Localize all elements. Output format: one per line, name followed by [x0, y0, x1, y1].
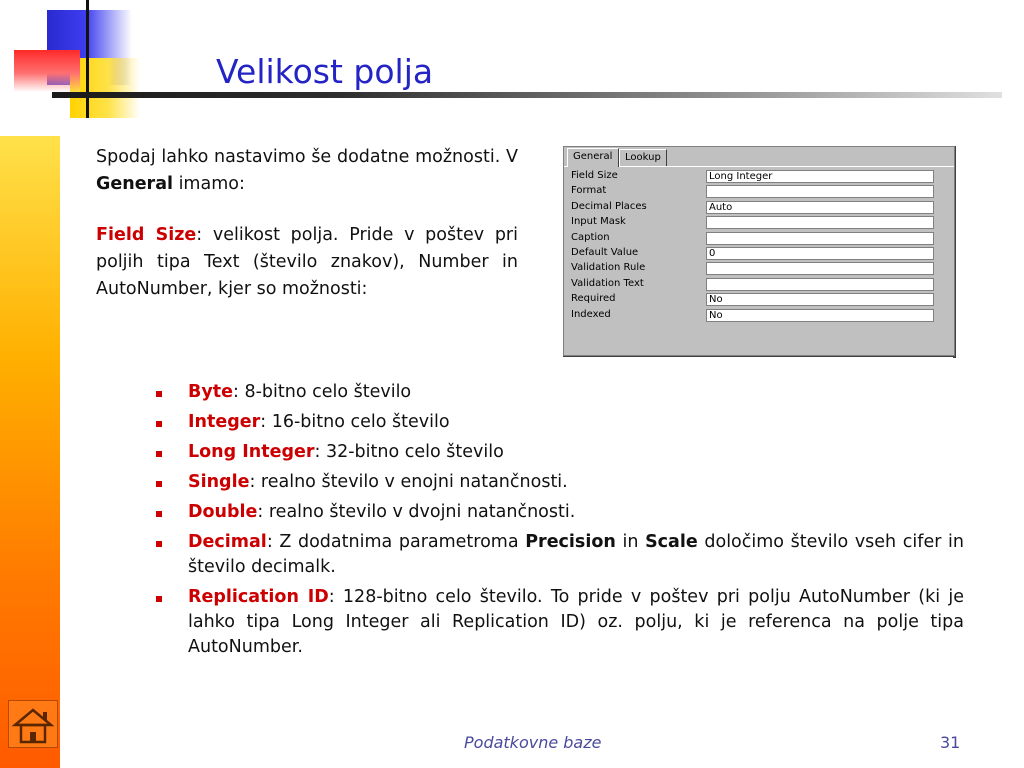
page-number: 31 — [940, 733, 961, 752]
format-field[interactable] — [706, 185, 934, 198]
tab-divider — [564, 166, 954, 167]
bullet-text: : 32-bitno celo število — [314, 442, 504, 462]
list-item — [156, 530, 964, 580]
bullet-text: : realno število v enojni natančnosti. — [249, 472, 568, 492]
bullet-bold-scale: Scale — [645, 532, 698, 552]
home-icon — [9, 701, 57, 747]
slide-title: Velikost polja — [216, 52, 434, 91]
home-button[interactable] — [8, 700, 58, 748]
bullet-text: : 16-bitno celo število — [260, 412, 450, 432]
intro-paragraph-1 — [96, 144, 518, 198]
intro-p2-term: Field Size — [96, 225, 197, 245]
side-gradient-bar — [0, 136, 60, 768]
property-row-decimal-places — [570, 200, 954, 215]
bullet-text: : realno število v dvojni natančnosti. — [257, 502, 576, 522]
property-label: Indexed — [571, 308, 611, 320]
bullet-term: Single — [188, 472, 250, 492]
list-item — [156, 585, 964, 660]
bullet-text: : 8-bitno celo število — [232, 382, 412, 402]
property-row-indexed — [570, 308, 954, 323]
list-item — [156, 500, 964, 525]
intro-p1-text: Spodaj lahko nastavimo še dodatne možnosti. V — [96, 147, 518, 167]
indexed-field[interactable]: No — [706, 309, 934, 322]
default-value-field[interactable]: 0 — [706, 247, 934, 260]
list-item — [156, 440, 964, 465]
list-item — [156, 410, 964, 435]
validation-text-field[interactable] — [706, 278, 934, 291]
property-label: Field Size — [571, 170, 618, 181]
required-field[interactable]: No — [706, 293, 934, 306]
property-label: Default Value — [571, 246, 639, 258]
logo-red-square — [14, 50, 80, 92]
intro-paragraph-2 — [96, 222, 518, 303]
intro-p2-text: : velikost polja. Pride v poštev pri poljih tipa Text (število znakov), Number in AutoNumber, kjer so možnosti: — [96, 225, 518, 299]
property-row-caption — [570, 231, 954, 246]
bullet-text: : 128-bitno celo število. To pride v poštev pri polju AutoNumber (ki je lahko tipa Long Integer ali Replication ID) oz. polju, ki je referenca na polje tipa AutoNumber. — [188, 587, 965, 657]
property-label: Decimal Places — [571, 200, 647, 212]
property-row-default-value — [570, 246, 954, 261]
property-row-validation-rule — [570, 261, 954, 276]
list-item — [156, 470, 964, 495]
bullet-text: : Z dodatnima parametroma — [266, 532, 526, 552]
property-row-field-size — [570, 169, 954, 184]
property-label: Validation Rule — [571, 262, 646, 274]
property-row-required — [570, 292, 954, 307]
logo-yellow-square — [70, 58, 140, 118]
bullet-term: Decimal — [188, 532, 267, 552]
property-label: Caption — [571, 231, 610, 243]
tab-general[interactable]: General — [567, 148, 619, 167]
validation-rule-field[interactable] — [706, 262, 934, 275]
property-row-format — [570, 184, 954, 199]
field-properties-panel — [563, 146, 955, 356]
footer-course-name: Podatkovne baze — [464, 733, 602, 752]
title-underline — [52, 92, 1002, 98]
input-mask-field[interactable] — [706, 216, 934, 229]
property-row-input-mask — [570, 215, 954, 230]
bullet-term: Long Integer — [188, 442, 315, 462]
bullet-term: Byte — [188, 382, 233, 402]
field-size-field[interactable]: Long Integer — [706, 170, 934, 183]
bullet-list — [156, 380, 964, 665]
logo-vertical-line — [86, 0, 89, 118]
intro-p1-bold: General — [96, 174, 173, 194]
property-label: Validation Text — [571, 277, 644, 289]
intro-p1-after: imamo: — [173, 174, 245, 194]
property-label: Format — [571, 185, 607, 197]
list-item — [156, 380, 964, 405]
property-row-validation-text — [570, 277, 954, 292]
intro-text — [96, 144, 518, 327]
bullet-term: Replication ID — [188, 587, 329, 607]
bullet-text: določimo število vseh cifer in število decimalk. — [188, 532, 964, 577]
property-list — [570, 169, 954, 323]
decimal-places-field[interactable]: Auto — [706, 201, 934, 214]
bullet-term: Integer — [188, 412, 261, 432]
bullet-text: in — [615, 532, 646, 552]
bullet-term: Double — [188, 502, 258, 522]
property-label: Input Mask — [571, 216, 626, 228]
property-label: Required — [571, 293, 616, 305]
caption-field[interactable] — [706, 232, 934, 245]
tab-lookup[interactable]: Lookup — [619, 149, 667, 166]
bullet-bold-precision: Precision — [525, 532, 616, 552]
